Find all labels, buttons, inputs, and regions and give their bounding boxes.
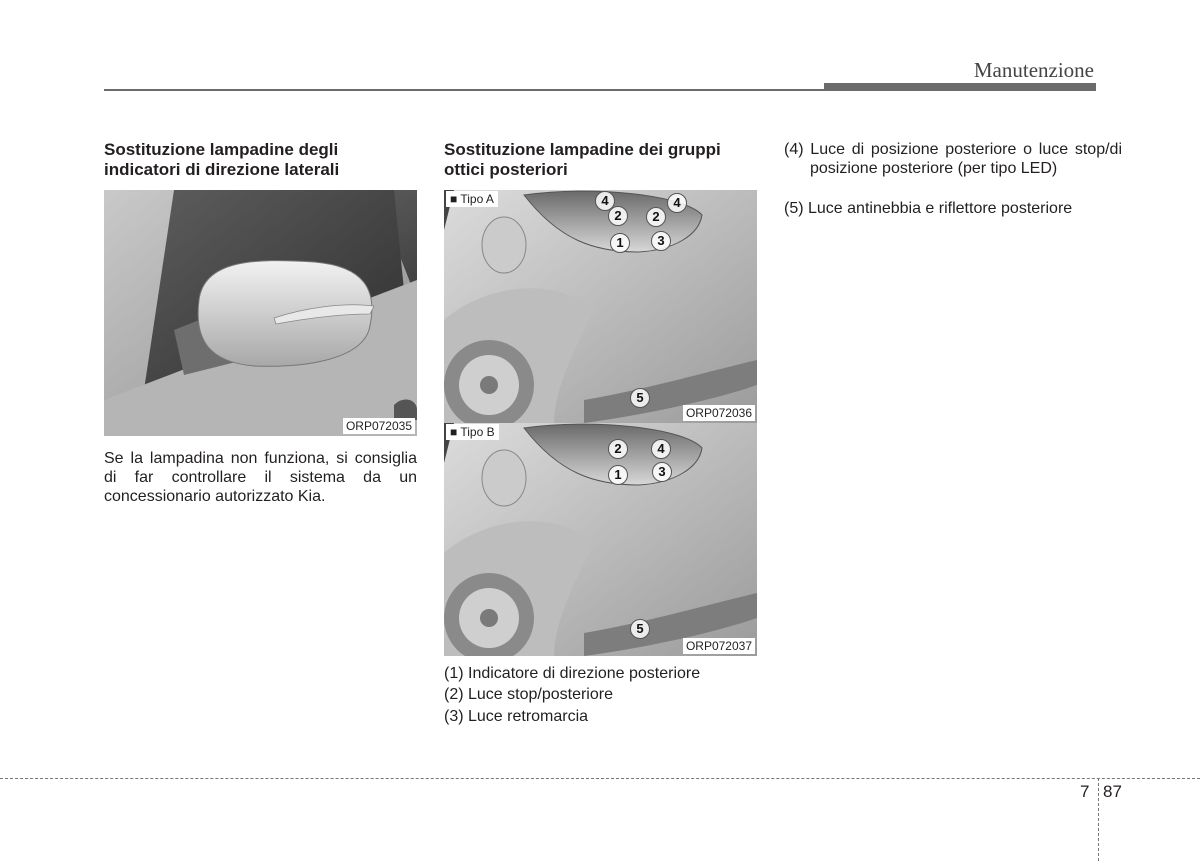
mirror-figure xyxy=(104,190,417,436)
left-section-heading: Sostituzione lampadine degli indicatori di direzione laterali xyxy=(104,140,340,179)
figure-type-label: ■ Tipo B xyxy=(446,424,499,440)
callout-2: 2 xyxy=(608,439,628,459)
legend-item-2: (2) Luce stop/posteriore xyxy=(444,686,613,703)
figure-code: ORP072035 xyxy=(343,418,415,434)
callout-5: 5 xyxy=(630,388,650,408)
middle-section-heading: Sostituzione lampadine dei gruppi ottici posteriori xyxy=(444,140,721,179)
chapter-number: 7 xyxy=(1080,782,1090,801)
page-header-title: Manutenzione xyxy=(973,58,1094,82)
mirror-illustration xyxy=(104,190,417,436)
callout-3: 3 xyxy=(652,462,672,482)
footer-dashed-rule xyxy=(0,778,1200,779)
rear-car-illustration-b xyxy=(444,423,757,656)
footer-dashed-divider xyxy=(1098,778,1099,861)
legend-item-1: (1) Indicatore di direzione posteriore xyxy=(444,665,701,682)
legend-item-3: (3) Luce retromarcia xyxy=(444,708,589,725)
header-rule xyxy=(104,89,1096,91)
figure-code: ORP072036 xyxy=(683,405,755,421)
callout-4: 4 xyxy=(651,439,671,459)
callout-5: 5 xyxy=(630,619,650,639)
callout-1: 1 xyxy=(610,233,630,253)
legend-item-5: (5) Luce antinebbia e riflettore posteriore xyxy=(784,200,1073,217)
rear-lamp-figure-a xyxy=(444,190,757,423)
callout-2-right: 2 xyxy=(646,207,666,227)
callout-4-left: 4 xyxy=(595,191,615,211)
page-number: 87 xyxy=(1103,782,1122,801)
callout-3: 3 xyxy=(651,231,671,251)
rear-car-illustration-a xyxy=(444,190,757,423)
figure-code: ORP072037 xyxy=(683,638,755,654)
left-body-text: Se la lampadina non funziona, si consiglia di far controllare il sistema da un concessionario autorizzato Kia. xyxy=(104,450,417,505)
callout-2-left: 2 xyxy=(608,206,628,226)
legend-item-4: (4) Luce di posizione posteriore o luce stop/di posizione posteriore (per tipo LED) xyxy=(784,141,1122,177)
callout-1: 1 xyxy=(608,465,628,485)
callout-4-right: 4 xyxy=(667,193,687,213)
rear-lamp-figure-b xyxy=(444,423,757,656)
figure-type-label: ■ Tipo A xyxy=(446,191,498,207)
